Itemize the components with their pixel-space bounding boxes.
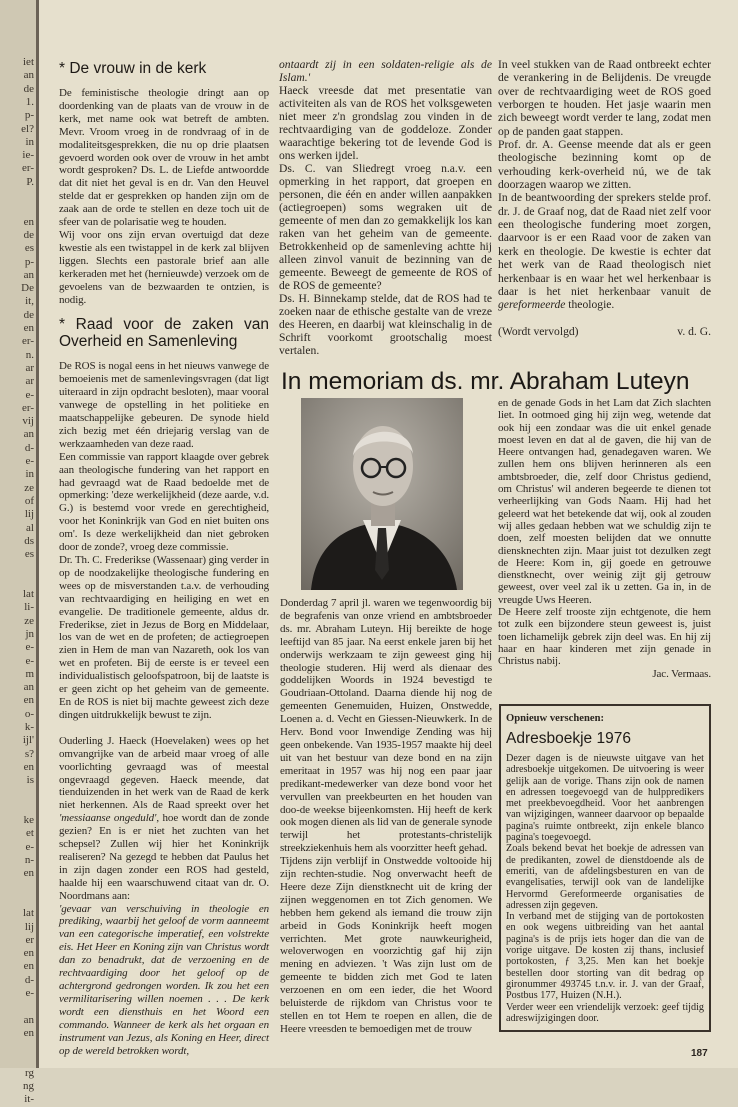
signature: Jac. Vermaas. [652,667,711,680]
paragraph: Verder weer een vriendelijk verzoek: geef tijdig adreswijzigingen door. [506,1001,704,1024]
paragraph: en de genade Gods in het Lam dat Zich slachten liet. In ootmoed ging hij zijn weg, wetende dat ook hij een zondaar was die uit enkel genade moest leven en dat al de gaven, die hij van de Heere ontvangen had, genadegaven waren. We zullen hem ons blijven herinneren als een ambtsbroeder, die, zelf door Christus gediend, om Christus' wil anderen begeerde te dienen tot verheerlijking van Gods Naam. Hij had het geleerd wat het betekende dat wij, ook al zouden wij alles gedaan hebben wat we schuldig zijn te doen, zelf moesten belijden dat we onnutte diensknechten zijn. Maar juist tot dezulken zegt de Heere: Kom in, gij goede en getrouwe dienstknecht, over weinig zijt gij getrouw geweest, over veel zal ik u zetten. Ga in, in de vreugde Uws Heeren. [498,397,711,606]
italic-quote: 'gevaar van verschuiving in theologie en prediking, waarbij het geloof de vorm aanneemt van een categorische imperatief, een volstrekte eis. Het Heer en Koning zijn van Christus wordt dan zo benadrukt, dat de verzoening en de rechtvaardiging door het geloof op de achtergrond gedrongen worden. Ik zou het een vermilitarisering willen noemen . . . De kerk wordt een diensthuis en het Woord een commando. Wanneer de kerk als het orgaan en instrument van Jezus, als Koning en Heer, direct op de wereld betrokken wordt, [59,902,269,1057]
quote-end [279,58,492,84]
margin-fragment: in [25,135,34,148]
margin-fragment: vij [22,415,34,428]
page-number: 187 [691,1048,708,1059]
margin-fragment: an [23,268,34,281]
margin-fragment: de [23,82,34,95]
margin-fragment: d- [24,441,34,454]
margin-fragment: ze [24,481,34,494]
margin-fragment: an [23,69,34,82]
paragraph: Tijdens zijn verblijf in Onstwedde voltooide hij zijn rechten-studie. Nog onverwacht heeft de Heere deze Zijn dienstknecht uit de kring der zijnen weggenomen en tot Zich genomen. We hebben hem gekend als iemand die trouw zijn arbeid in Gods Koninkrijk heeft mogen verrichten. Met grote nauwkeurigheid, weloverwogen en voorzichtig gaf hij zijn mening en adviezen. 't Was zijn lust om de gemeente te bidden zich met God te laten verzoenen en om een ieder, die het Woord beluisterde de rijkdom van Christus voor te stellen en tot Hem te roepen en allen, die de Heere vreesden te bemoedigen met de trouw [280,855,492,1035]
margin-fragment: ijl' [22,734,34,747]
column-2 [279,58,492,357]
margin-fragment: ke [23,814,34,827]
margin-fragment: ar [25,361,34,374]
margin-fragment: iet [23,56,34,68]
margin-fragment: an [23,1013,34,1026]
margin-fragment: ds [24,534,34,547]
margin-fragment: n- [24,854,34,866]
margin-fragment: in [25,468,34,481]
text: theologie. [565,298,615,312]
margin-fragment: en [23,1026,34,1039]
margin-fragment: de [23,228,34,241]
paragraph: Wij voor ons zijn ervan overtuigd dat deze kwestie als een twistappel in de kerk zal blijven liggen. Slechts een pastorale brief aan alle kerkeraden met het (hernieuwde) verzoek om de gevoelens van de bezwaarden te ontzien, is nodig. [59,228,269,306]
margin-fragment: en [23,960,34,973]
memoriam-column-right [498,397,711,680]
margin-fragment: an [23,681,34,694]
margin-fragment: e- [25,654,34,667]
article-footer [498,325,711,338]
margin-fragment: er- [22,162,34,175]
paragraph: Zoals bekend bevat het boekje de adressen van de predikanten, zowel de dienstdoende als de emeriti, van de afdelingsbesturen en van de evangelisaties, terwijl ook van de landelijke Hervormd Gereformeerde organisaties de adressen zijn gegeven. [506,843,704,911]
margin-fragment: d- [24,973,34,986]
paragraph: De feministische theologie dringt aan op doordenking van de plaats van de vrouw in de kerk, met name ook wat betreft de ambten. Mevr. Vroom vroeg in de rondvraag of in de modaliteitsgesprekken, die nu op drie plaatsen gevoerd worden ook over de vrouw in het ambt wordt gesproken? Ds. L. de Liefde antwoordde dat dit niet het geval is en dr. Van den Heuvel stelde dat er gesprekken op handen zijn om de zaak aan de orde te stellen en deze toch uit de sfeer van de polarisatie weg te houden. [59,87,269,229]
paragraph: Dr. Th. C. Frederikse (Wassenaar) ging verder in op de noodzakelijke theologische fundering en wees op de misverstanden t.a.v. de verhouding van rechtvaardiging en heiliging en wet en evangelie. De traditionele gemeente, aldus dr. Frederikse, ziet in Jezus de Borg en Middelaar, los van de wet en de profeten; de actiegroepen zien in Hem de man van Nazareth, ook los van wet en profeten. Bij de eerste is er teveel een individualistisch geloofspatroon, bij de laatste is er geen zicht op het geheim van de gemeente. En de ROS is niet bij machte geweest zich deze dingen uitdrukkelijk bewust te zijn. [59,554,269,721]
paragraph: Dezer dagen is de nieuwste uitgave van het adresboekje uitgekomen. De uitvoering is weer gelijk aan de vorige. Thans zijn ook de namen en adressen toegevoegd van de hulppredikers met preekbevoegdheid. Voor het aanbrengen van wijzigingen, wanneer daarvoor op bepaalde pagina's ruimte ontbreekt, zijn enkele blanco pagina's toegevoegd. [506,753,704,844]
margin-fragment: lat [23,907,34,920]
margin-fragment: s? [24,747,34,760]
box-title: Adresboekje 1976 [506,730,631,747]
margin-fragment: en [23,694,34,707]
margin-fragment: it- [24,1093,34,1106]
paragraph [498,191,711,311]
box-kicker: Opnieuw verschenen: [506,713,604,724]
italic-quote: 'messiaanse ongeduld' [59,812,157,825]
italic-quote: ontaardt zij in een soldaten-religie als de Islam.' [279,58,492,84]
margin-fragment: el? [21,122,34,135]
margin-fragment: k- [24,721,34,733]
margin-fragment: P. [26,175,34,188]
announcement-box [499,704,711,1032]
margin-fragment: lat [23,588,34,600]
margin-fragment: e- [25,455,34,467]
margin-fragment: p- [24,255,34,268]
author-initials: v. d. G. [677,324,711,338]
margin-fragment: is [26,774,34,787]
margin-fragment: jn [25,627,34,640]
paragraph: Ds. H. Binnekamp stelde, dat de ROS had te zoeken naar de ethische gestalte van de vreze des Heeren, en daarbij wat kleinschalig in de Schrift voorkomt grootschalig moest vertalen. [279,292,492,357]
previous-page-margin [0,0,36,1106]
margin-fragment: ze [24,614,34,627]
portrait-photo [301,398,463,590]
margin-fragment: en [23,215,34,228]
margin-fragment: er [25,933,34,946]
margin-fragment: es [24,242,34,255]
margin-fragment: er- [22,335,34,348]
margin-fragment: lij [24,920,34,933]
text: Ouderling J. Haeck (Hoevelaken) wees op het omvangrijke van de arbeid maar vroeg of alle voorlichting gevraagd was of meestal ongevraagd gegeven. Haeck meende, dat tienduizenden in het werk van de Raad de kerk niet herkennen. Als de Raad spreekt over het [59,734,269,812]
paragraph: Donderdag 7 april jl. waren we tegenwoordig bij de begrafenis van onze vriend en ambtsbroeder ds. mr. Abraham Luteyn. Hij bereikte de hoge leeftijd van 85 jaar. Na eerst enkele jaren bij het onderwijs werkzaam te zijn geweest ging hij theologie studeren. Hij werd als dienaar des goddelijken Woords in 1924 bevestigd te Goudriaan-Ottoland. Daarna diende hij nog de gemeenten Genemuiden, Huizen, Onstwedde, Loenen a. d. Vecht en Giessen-Nieuwkerk. In de Herv. Bond voor Inwendige Zending was hij geen onbekende. Van 1935-1957 maakte hij deel uit van het bestuur van deze bond en na zijn emeritaat in 1957 was hij nog een paar jaar predikant-medewerker van deze bond voor het vervullen van preekbeurten en het houden van doo-de weekse bijeenkomsten. Hij heeft de kerk ook mogen dienen als lid van de generale synode terwijl het protestants-christelijk streekziekenhuis hem als voorzitter heeft gehad. [280,597,492,855]
paragraph: In verband met de stijging van de portokosten en ook wegens uitbreiding van het aantal pagina's is de prijs iets hoger dan die van de vorige uitgave. De kosten zij thans, inclusief portokosten, ƒ 3,25. Men kan het boekje bestellen door storting van dit bedrag op gironummer 493745 t.n.v. ir. J. van der Graaf, Postbus 177, Huizen (N.H.). [506,911,704,1002]
paragraph: Ds. C. van Sliedregt vroeg n.a.v. een opmerking in het rapport, dat groepen en personen, die één en ander willen aanpakken (actiegroepen) soms wegraken uit de gemeente of men dan zo gemakkelijk los kan raken van het geheim van de gemeente. Betrokkenheid op de samenleving achtte hij alleen zinvol vanuit de bezinning van de gemeente. Beweegt de gemeente de ROS of de ROS de gemeente? [279,162,492,292]
paragraph: Haeck vreesde dat met presentatie van activiteiten als van de ROS het volksgeweten niet meer z'n grondslag zou vinden in de rechtvaardiging van de goddeloze. Zonder waarachtige bekering tot de levende God is ons werken ijdel. [279,84,492,162]
paragraph: De ROS is nogal eens in het nieuws vanwege de bemoeienis met de samenlevingsvragen (dat ligt uiteraard in zijn opdracht besloten), maar vooral vanwege de opstelling in het politieke en maatschappelijke gebeuren. De synode hield zich bezig met één driejarig verslag van de werkzaamheden van deze raad. [59,360,269,450]
margin-fragment: e- [25,641,34,654]
margin-fragment: en [23,947,34,960]
margin-fragment: m [25,667,34,680]
margin-fragment: it, [25,295,34,308]
paragraph: Prof. dr. A. Geense meende dat als er geen theologische bezinning komt op de verhouding kerk-overheid nú, we de tak doorzagen waarop we zitten. [498,138,711,192]
text: , hoe wordt dan de zonde gezien? En is er niet het zuchten van het schepsel? Zullen wij hier het Koninkrijk realiseren? Na gezegd te hebben dat Paulus het in zijn dagen zonder een ROS had gesteld, haalde hij een waarschuwend citaat van dr. O. Noordmans aan: [59,812,269,902]
margin-fragment: ng [23,1080,34,1093]
margin-fragment: e- [25,388,34,401]
margin-fragment: en [23,867,34,880]
heading-vrouw-in-de-kerk: * De vrouw in de kerk [59,60,207,77]
margin-fragment: al [26,521,34,534]
margin-fragment: De [21,282,34,295]
paragraph [59,735,269,903]
paragraph: In veel stukken van de Raad ontbreekt echter de verankering in de Belijdenis. De vreugde over de rechtvaardiging weet de ROS goed verborgen te houden. Het jasje waarin men zich beweegt wordt verder te lang, zodat men op de panden gaat stappen. [498,58,711,138]
quote-noordmans [59,903,269,1058]
margin-fragment: lij [24,508,34,521]
margin-fragment: o- [24,707,34,720]
margin-fragment: er- [22,401,34,414]
italic-word: gereformeerde [498,298,566,312]
margin-fragment: es [24,548,34,561]
text: In de beantwoording der sprekers stelde prof. dr. J. de Graaf nog, dat de Raad niet zelf voor een theologische fundering moet zorgen, daarvoor is er een Raad voor de zaken van kerk en theologie. De kwestie is echter dat het werk van de Raad theologisch niet herkenbaar is en waar het wel herkenbaar is daar is het niet herkenbaar vanuit de [498,191,711,298]
paragraph: Een commissie van rapport klaagde over gebrek aan theologische fundering van het rapport en had gevraagd wat de Raad bedoelde met de opmerking: 'deze werkelijkheid (deze aarde, v.d. G.) is bestemd voor vrede en gerechtigheid, voor het Koninkrijk van God en niet buiten ons om'. Is deze werkelijkheid dan niet gebroken door de zonde?, vroeg deze commissie. [59,450,269,554]
margin-fragment: e- [25,987,34,999]
margin-fragment: p- [24,109,34,122]
margin-fragment: rg [25,1066,34,1079]
margin-fragment: e- [25,840,34,853]
margin-fragment: 1. [25,95,34,108]
margin-fragment: ar [25,375,34,388]
column-3 [498,58,711,338]
portrait-image [301,398,463,590]
margin-fragment: de [23,308,34,321]
margin-fragment: ie- [22,149,34,162]
margin-fragment: en [23,322,34,334]
heading-ros: * Raad voor de zaken van Overheid en Samenleving [59,316,269,351]
memoriam-column-left [280,597,492,1036]
margin-fragment: an [23,428,34,441]
margin-fragment: li- [24,601,34,614]
continued-note: (Wordt vervolgd) [498,324,579,338]
margin-fragment: n. [25,348,34,361]
memoriam-title: In memoriam ds. mr. Abraham Luteyn [281,368,690,395]
column-1 [59,60,269,1057]
margin-fragment: en [23,760,34,773]
margin-fragment: of [24,494,34,507]
paragraph: De Heere zelf trooste zijn echtgenote, die hem tot zulk een bijzondere steun geweest is, juist toen lichamelijk gebrek zijn deel was. En hij zij haar en haar kinderen met zijn genade in Christus nabij. [498,606,711,668]
margin-fragment: et [26,827,34,840]
